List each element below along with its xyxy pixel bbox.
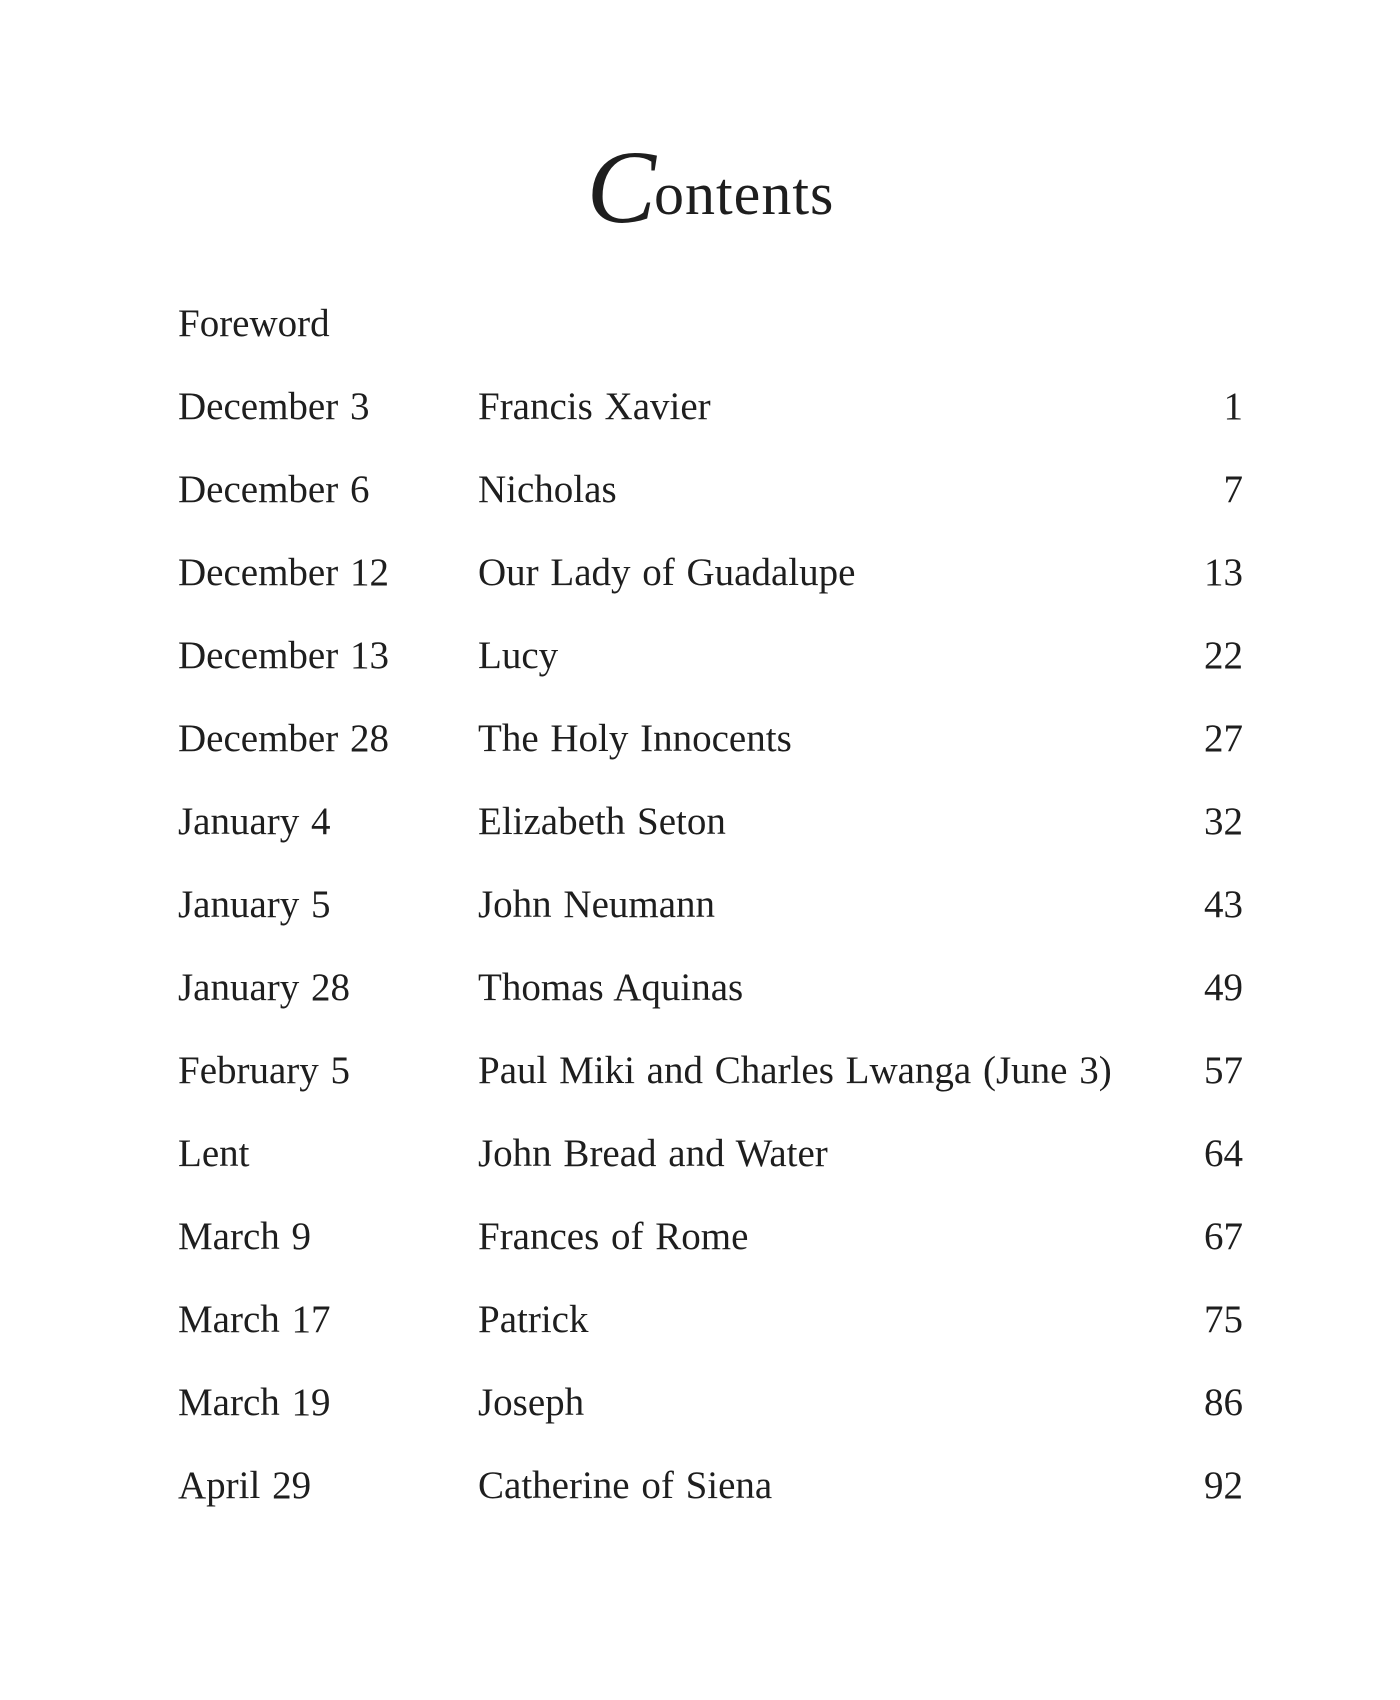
toc-entry-date: January 28 [178, 966, 351, 1009]
page-title-initial: C [586, 130, 655, 245]
toc-entry-foreword [178, 300, 1243, 348]
page-title [178, 128, 1243, 245]
toc-entry-page: 32 [1204, 800, 1243, 843]
toc-entry-page: 57 [1204, 1049, 1243, 1092]
toc-entry-date: December 3 [178, 385, 370, 428]
toc-entry-date: January 5 [178, 883, 331, 926]
toc-entry-name: John Bread and Water [478, 1132, 828, 1175]
toc-entry-page: 1 [1223, 385, 1243, 428]
toc-entry-page: 64 [1204, 1132, 1243, 1175]
toc-entry [178, 549, 1243, 597]
toc-entry-name: Elizabeth Seton [478, 800, 726, 843]
toc-entry-page: 43 [1204, 883, 1243, 926]
toc-entry-date: April 29 [178, 1464, 312, 1507]
toc-entry-page: 92 [1204, 1464, 1243, 1507]
toc-entry-page: 49 [1204, 966, 1243, 1009]
toc-entry-date: March 17 [178, 1298, 331, 1341]
toc-entry-name: Francis Xavier [478, 385, 711, 428]
toc-entry [178, 798, 1243, 846]
toc-entry-foreword-label: Foreword [178, 302, 330, 345]
toc-entry [178, 383, 1243, 431]
toc-entry-page: 75 [1204, 1298, 1243, 1341]
toc-entry-page: 27 [1204, 717, 1243, 760]
toc-entry-page: 67 [1204, 1215, 1243, 1258]
toc-entry-name: Patrick [478, 1298, 589, 1341]
toc-entry-date: December 6 [178, 468, 370, 511]
toc-entry-date: March 19 [178, 1381, 331, 1424]
toc-entry [178, 964, 1243, 1012]
toc-entry-date: March 9 [178, 1215, 312, 1258]
toc-entry-page: 22 [1204, 634, 1243, 677]
toc-entry [178, 1130, 1243, 1178]
toc-entry-name: Joseph [478, 1381, 585, 1424]
toc-entry-date: February 5 [178, 1049, 351, 1092]
toc-entry [178, 715, 1243, 763]
toc-entry-name: Catherine of Siena [478, 1464, 773, 1507]
toc-entry-name: Nicholas [478, 468, 617, 511]
toc-entry [178, 466, 1243, 514]
toc-entry [178, 1462, 1243, 1510]
toc-entry-name: John Neumann [478, 883, 716, 926]
toc-entry-date: December 13 [178, 634, 389, 677]
toc-entry-name: Lucy [478, 634, 559, 677]
page-title-rest: ontents [654, 161, 835, 227]
toc-entry-date: December 12 [178, 551, 389, 594]
toc-entry-name: Frances of Rome [478, 1215, 749, 1258]
toc-entry-name: Our Lady of Guadalupe [478, 551, 856, 594]
toc-entry [178, 1047, 1243, 1095]
toc-entry [178, 1213, 1243, 1261]
toc-entry [178, 1296, 1243, 1344]
toc-entry-name: The Holy Innocents [478, 717, 792, 760]
toc-entry-name: Thomas Aquinas [478, 966, 744, 1009]
toc-entry [178, 1379, 1243, 1427]
toc-entry-name: Paul Miki and Charles Lwanga (June 3) [478, 1049, 1112, 1092]
toc-list [178, 300, 1243, 1545]
toc-entry-date: December 28 [178, 717, 389, 760]
toc-entry [178, 632, 1243, 680]
toc-entry-date: Lent [178, 1132, 250, 1175]
toc-entry-date: January 4 [178, 800, 331, 843]
toc-entry [178, 881, 1243, 929]
toc-entry-page: 86 [1204, 1381, 1243, 1424]
toc-entry-page: 7 [1223, 468, 1243, 511]
toc-entry-page: 13 [1204, 551, 1243, 594]
